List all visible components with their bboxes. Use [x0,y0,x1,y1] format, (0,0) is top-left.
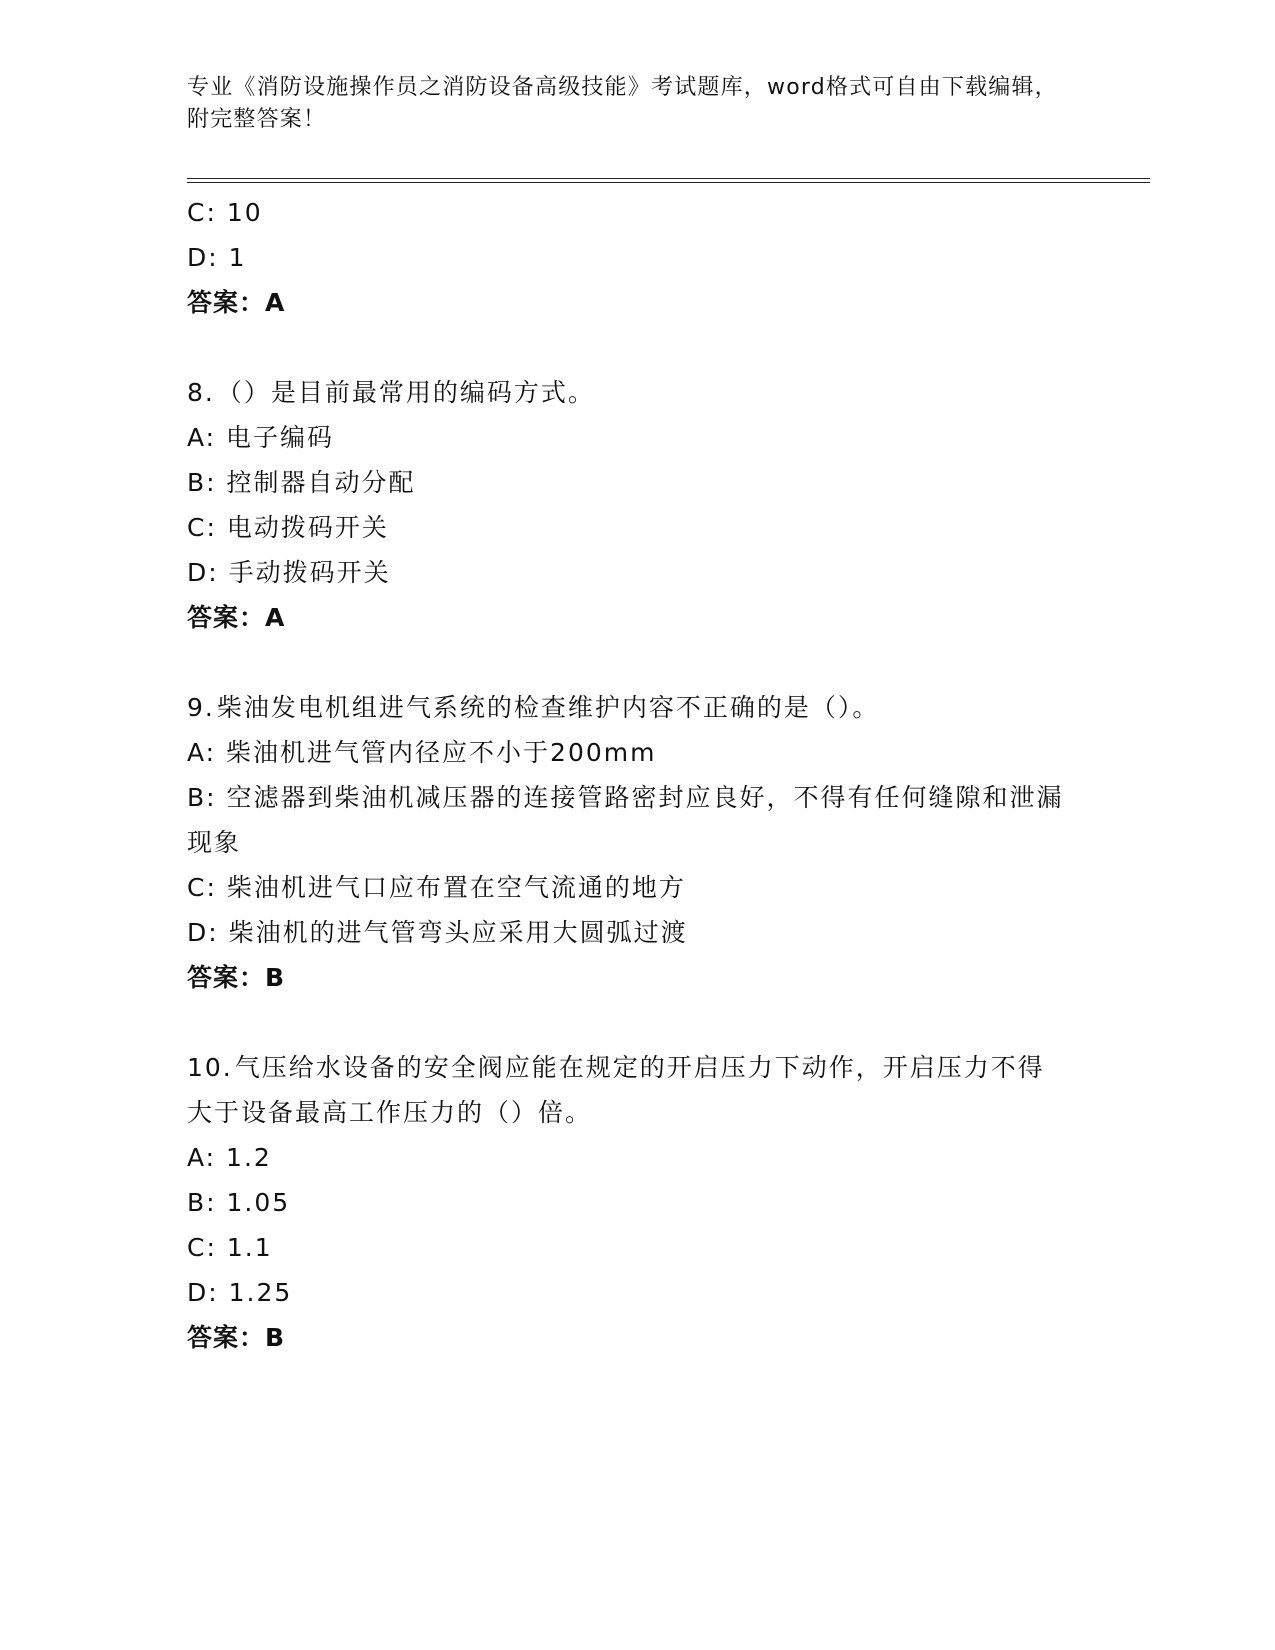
option-line [187,1270,1067,1315]
option-letter: D: [187,918,219,947]
question-stem [187,685,1067,730]
option-text: 控制器自动分配 [226,468,416,497]
option-line [187,730,1067,775]
option-line [187,1180,1067,1225]
option-line [187,505,1067,550]
option-text: 1.2 [226,1143,272,1172]
option-text: 柴油机进气管内径应不小于200mm [226,738,657,767]
question-number: 8. [187,378,215,407]
option-line [187,1225,1067,1270]
option-letter: D: [187,243,219,272]
option-letter: A: [187,423,217,452]
question-stem [187,370,1067,415]
answer-line [187,955,1067,1000]
option-text: 手动拨码开关 [228,558,391,587]
option-line [187,910,1067,955]
option-letter: D: [187,558,219,587]
option-text: 柴油机的进气管弯头应采用大圆弧过渡 [228,918,688,947]
option-letter: D: [187,1278,219,1307]
answer-label: 答案： [187,963,266,992]
question-text: 柴油发电机组进气系统的检查维护内容不正确的是（）。 [216,693,880,722]
option-text: 1.25 [228,1278,293,1307]
option-line [187,415,1067,460]
question-text: 气压给水设备的安全阀应能在规定的开启压力下动作，开启压力不得大于设备最高工作压力的（）倍。 [187,1053,1045,1127]
option-letter: A: [187,1143,217,1172]
answer-value: A [265,288,286,317]
answer-label: 答案： [187,288,266,317]
option-letter: B: [187,1188,217,1217]
answer-value: B [265,1323,286,1352]
option-text: 电子编码 [226,423,335,452]
option-letter: C: [187,513,217,542]
option-letter: A: [187,738,217,767]
option-letter: C: [187,1233,217,1262]
document-header [187,72,1067,136]
question-text: （）是目前最常用的编码方式。 [216,378,595,407]
question-content [187,190,1067,1360]
option-letter: C: [187,198,217,227]
option-line [187,865,1067,910]
option-line [187,775,1067,865]
option-line [187,235,1067,280]
answer-line [187,595,1067,640]
question-stem [187,1045,1067,1135]
option-letter: C: [187,873,217,902]
option-line [187,1135,1067,1180]
answer-label: 答案： [187,1323,266,1352]
option-text: 1.1 [226,1233,273,1262]
answer-line [187,280,1067,325]
option-letter: B: [187,468,217,497]
question-number: 9. [187,693,215,722]
option-letter: B: [187,783,217,812]
option-text: 柴油机进气口应布置在空气流通的地方 [226,873,686,902]
option-line [187,460,1067,505]
option-text: 1 [228,243,247,272]
option-text: 10 [226,198,263,227]
answer-value: A [265,603,286,632]
answer-value: B [265,963,286,992]
option-text: 电动拨码开关 [226,513,389,542]
option-text: 1.05 [226,1188,291,1217]
header-text: 专业《消防设施操作员之消防设备高级技能》考试题库，word格式可自由下载编辑，附完整答案！ [187,75,1058,132]
answer-label: 答案： [187,603,266,632]
option-line [187,190,1067,235]
answer-line [187,1315,1067,1360]
header-divider [187,178,1150,183]
option-text: 空滤器到柴油机减压器的连接管路密封应良好，不得有任何缝隙和泄漏现象 [187,783,1064,857]
option-line [187,550,1067,595]
question-number: 10. [187,1053,233,1082]
